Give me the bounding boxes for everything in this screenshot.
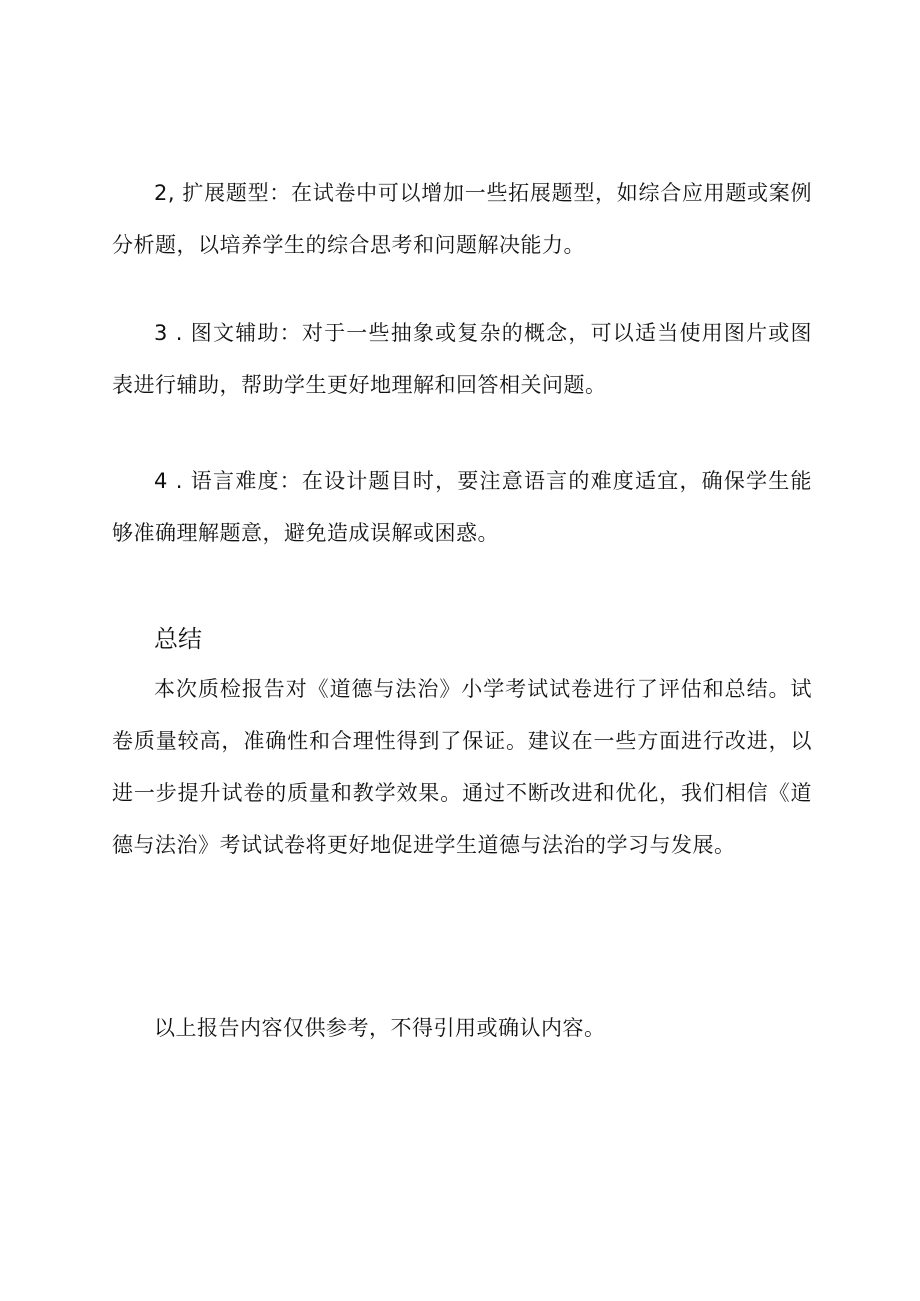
paragraph-extend-question-types: 2, 扩展题型：在试卷中可以增加一些拓展题型，如综合应用题或案例分析题，以培养学生的综合思考和问题解决能力。	[112, 181, 812, 257]
paragraph-summary-body: 本次质检报告对《道德与法治》小学考试试卷进行了评估和总结。试卷质量较高，准确性和合理性得到了保证。建议在一些方面进行改进，以进一步提升试卷的质量和教学效果。通过不断改进和优化，我们相信《道德与法治》考试试卷将更好地促进学生道德与法治的学习与发展。	[112, 677, 812, 857]
paragraph-image-text-aid: 3 . 图文辅助：对于一些抽象或复杂的概念，可以适当使用图片或图表进行辅助，帮助学生更好地理解和回答相关问题。	[112, 321, 812, 397]
section-heading-summary: 总结	[154, 625, 202, 653]
paragraph-language-difficulty: 4 . 语言难度：在设计题目时，要注意语言的难度适宜，确保学生能够准确理解题意，避免造成误解或困惑。	[112, 469, 812, 545]
paragraph-disclaimer: 以上报告内容仅供参考，不得引用或确认内容。	[154, 1016, 606, 1040]
